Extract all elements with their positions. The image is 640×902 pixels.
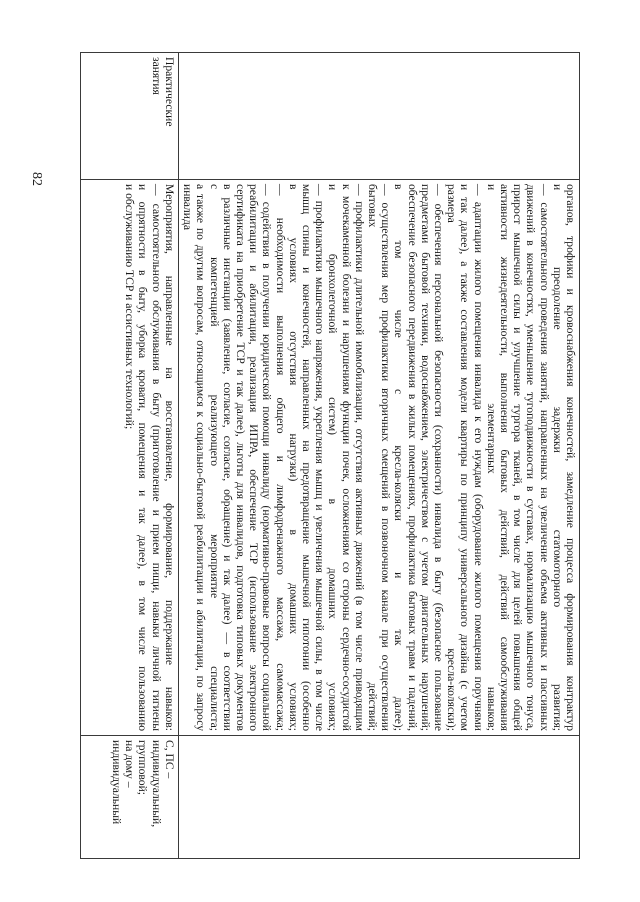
text-line: С, ПС –	[162, 740, 176, 779]
text-line: и так далее), а также составления модели квартиры по принципу универсального дизайна (с учетом	[458, 184, 472, 731]
text-line: — самостоятельного обслуживания в быту (приготовление и прием пищи, навыки личной гигиены	[149, 184, 163, 731]
text-line: Практические	[162, 57, 176, 127]
text-line: предметами бытовой техники, водоснабжением, электричеством с учетом двигательных нарушений;	[418, 184, 432, 731]
text-line: и бронхолегочной систем) в домашних условиях;	[326, 184, 340, 731]
text-line: — самостоятельного проведения занятий, направленных на увеличение объема активных и пассивных	[537, 184, 551, 731]
text-line: — профилактики мышечного напряжения, укрепления мышц и увеличения мышечной силы, в том числе	[313, 184, 327, 731]
row1-event-type-cell	[178, 53, 579, 180]
text-line: с компетенцией реализующего мероприятие специалиста;	[207, 184, 221, 731]
row2-description-cell	[81, 180, 179, 736]
text-line: сертификата на приобретение ТСР и так далее), льготы для инвалидов, подготовка типовых документов	[233, 184, 247, 731]
row1-description-cell	[178, 180, 579, 736]
text-line: в условиях отсутствия нагрузки) в домашних условиях;	[286, 184, 300, 731]
text-line: размера кресла-коляски);	[445, 184, 459, 731]
text-line: бытовых действий;	[365, 184, 379, 731]
text-line: — осуществления мер профилактики вторичных смещений в позвоночном канале при осуществлении	[379, 184, 393, 731]
text-line: индивидуальный	[110, 740, 124, 825]
text-line: — содействия в получении юридической помощи инвалиду (нормативно-правовые вопросы социальной	[260, 184, 274, 731]
rehabilitation-table	[80, 52, 580, 859]
text-line: реабилитации и абилитации, реализация ИПРА, обеспечение ТСР (использование электронного	[247, 184, 261, 731]
text-line: инвалида	[181, 184, 195, 231]
text-line: а также по другим вопросам, относящимся к социально-бытовой реабилитации и абилитации, по запросу	[194, 184, 208, 731]
text-line: и элементарных навыков;	[484, 184, 498, 731]
text-line: занятия	[149, 57, 163, 95]
page-number: 82	[29, 172, 44, 186]
text-line: — обеспечения персональной безопасности (сохранности) инвалида в быту (безопасное пользование	[431, 184, 445, 731]
text-line: — профилактики длительной иммобилизации, отсутствия активных движений (в том числе приводящим	[352, 184, 366, 731]
text-line: мышц спины и конечностей, направленных на предотвращение мышечной гипотонии (особенно	[299, 184, 313, 731]
text-line: Мероприятия, направленные на восстановление, формирование, поддержание навыков:	[162, 184, 176, 731]
text-line: — необходимости выполнения общего и лимфодренажного массажа, самомассажа;	[273, 184, 287, 731]
rotated-page-content	[80, 52, 580, 859]
text-line: органов, трофики и кровоснабжения конечностей, замедление процесса формирования контрактур	[564, 184, 577, 731]
text-line: и опрятности в быту, уборка кровати, помещения и так далее), в том числе пользованию	[136, 184, 150, 731]
text-line: на дому –	[123, 740, 137, 788]
text-line: и преодоление задержки статомоторного развития;	[550, 184, 564, 731]
row1-form-cell	[178, 736, 579, 859]
text-line: к мочекаменной болезни и нарушениям функции почек, осложнениям со стороны сердечно-сосудистой	[339, 184, 353, 731]
text-line: активности жизнедеятельности, выполнения бытовых действий, действий самообслуживания	[497, 184, 511, 731]
text-line: движений в конечностях, уменьшение тугоподвижности в суставах, нормализацию мышечного тонуса,	[524, 184, 538, 731]
table-row	[178, 53, 579, 859]
text-line: в различные инстанции (заявление, согласие, согласие, обращение) и так далее) — в соответствии	[220, 184, 234, 731]
text-line: обеспечение безопасного передвижения в жилых помещениях, профилактика бытовых травм и падений,	[405, 184, 419, 731]
text-line: в том числе с кресла-коляски и так далее);	[392, 184, 406, 731]
text-line: прирост мышечной силы и улучшение тургора тканей, в том числе для целей повышения общей	[511, 184, 525, 731]
text-line: индивидуальный,	[149, 740, 163, 828]
text-line: и обслуживанию ТСР и ассистивных технологий;	[123, 184, 137, 430]
text-line: групповой;	[136, 740, 150, 796]
table-row	[81, 53, 179, 859]
text-line: — адаптации жилого помещения инвалида к его нуждам (оборудование жилого помещения поручнями	[471, 184, 485, 731]
row2-event-type-cell	[81, 53, 179, 180]
row2-form-cell	[81, 736, 179, 859]
